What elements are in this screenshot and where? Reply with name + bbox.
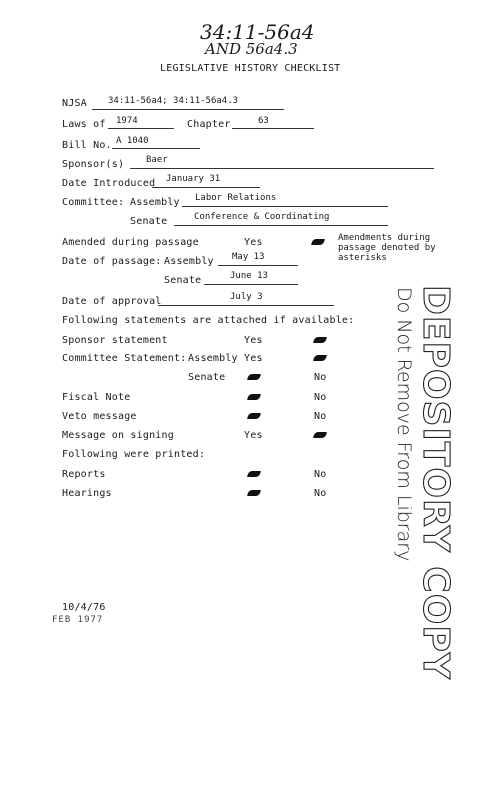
committee-statement-assembly-label: Assembly: [188, 353, 238, 364]
footer-date-typed: 10/4/76: [62, 602, 106, 613]
depository-copy-stamp: [393, 285, 455, 680]
sponsors-value: Baer: [146, 155, 168, 165]
sponsor-statement-value: Yes: [244, 335, 263, 346]
passage-senate-value: June 13: [230, 271, 268, 281]
veto-message-value: No: [314, 411, 327, 422]
do-not-remove-text: Do Not Remove From Library: [393, 287, 415, 562]
passage-senate-line: [204, 284, 298, 285]
handwritten-citation-line1: 34:11-56a4: [200, 20, 315, 44]
committee-statement-assembly-value: Yes: [244, 353, 263, 364]
committee-senate-label: Senate: [130, 216, 168, 227]
passage-senate-label: Senate: [164, 275, 202, 286]
sponsor-statement-no-redaction: [313, 337, 327, 343]
njsa-line: [92, 109, 284, 110]
reports-label: Reports: [62, 469, 106, 480]
date-introduced-line: [152, 187, 260, 188]
reports-yes-redaction: [247, 471, 261, 477]
committee-label: Committee:: [62, 197, 125, 208]
page-title: LEGISLATIVE HISTORY CHECKLIST: [160, 63, 341, 74]
hearings-yes-redaction: [247, 490, 261, 496]
passage-assembly-line: [218, 265, 298, 266]
committee-statement-senate-value: No: [314, 372, 327, 383]
committee-assembly-label: Assembly: [130, 197, 180, 208]
message-on-signing-label: Message on signing: [62, 430, 174, 441]
chapter-value: 63: [258, 116, 269, 126]
amended-note-line1: Amendments during: [338, 233, 431, 243]
message-on-signing-value: Yes: [244, 430, 263, 441]
sponsor-statement-label: Sponsor statement: [62, 335, 168, 346]
njsa-label: NJSA: [62, 98, 87, 109]
hearings-value: No: [314, 488, 327, 499]
message-on-signing-no-redaction: [313, 432, 327, 438]
committee-statement-senate-yes-redaction: [247, 374, 261, 380]
attached-statements-heading: Following statements are attached if available:: [62, 315, 355, 326]
committee-assembly-line: [182, 206, 388, 207]
veto-message-yes-redaction: [247, 413, 261, 419]
printed-heading: Following were printed:: [62, 449, 206, 460]
committee-statement-senate-label: Senate: [188, 372, 226, 383]
depository-copy-text: DEPOSITORY COPY: [415, 285, 456, 680]
date-of-approval-value: July 3: [230, 292, 263, 302]
fiscal-note-yes-redaction: [247, 394, 261, 400]
date-introduced-label: Date Introduced: [62, 178, 156, 189]
date-introduced-value: January 31: [166, 174, 221, 184]
sponsors-line: [130, 168, 434, 169]
committee-assembly-value: Labor Relations: [195, 193, 277, 203]
date-of-passage-label: Date of passage:: [62, 256, 162, 267]
bill-no-line: [112, 148, 200, 149]
reports-value: No: [314, 469, 327, 480]
committee-senate-line: [174, 225, 388, 226]
committee-senate-value: Conference & Coordinating: [194, 212, 330, 222]
fiscal-note-value: No: [314, 392, 327, 403]
amended-note-line2: passage denoted by: [338, 243, 436, 253]
njsa-value: 34:11-56a4; 34:11-56a4.3: [108, 96, 239, 106]
amended-no-redaction: [311, 239, 325, 245]
committee-statement-assembly-no-redaction: [313, 355, 327, 361]
hearings-label: Hearings: [62, 488, 112, 499]
laws-of-line: [108, 128, 174, 129]
chapter-label: Chapter: [187, 119, 231, 130]
sponsors-label: Sponsor(s): [62, 159, 125, 170]
passage-assembly-label: Assembly: [164, 256, 214, 267]
passage-assembly-value: May 13: [232, 252, 265, 262]
veto-message-label: Veto message: [62, 411, 137, 422]
laws-of-value: 1974: [116, 116, 138, 126]
committee-statement-label: Committee Statement:: [62, 353, 187, 364]
handwritten-citation-line2: AND 56a4.3: [205, 40, 298, 58]
footer-date-stamped: FEB 1977: [52, 615, 104, 625]
date-of-approval-line: [158, 305, 334, 306]
fiscal-note-label: Fiscal Note: [62, 392, 131, 403]
bill-no-value: A 1040: [116, 136, 149, 146]
laws-of-label: Laws of: [62, 119, 106, 130]
amended-note-line3: asterisks: [338, 253, 387, 263]
bill-no-label: Bill No.: [62, 140, 112, 151]
date-of-approval-label: Date of approval: [62, 296, 162, 307]
chapter-line: [232, 128, 314, 129]
amended-label: Amended during passage: [62, 237, 199, 248]
amended-value: Yes: [244, 237, 263, 248]
